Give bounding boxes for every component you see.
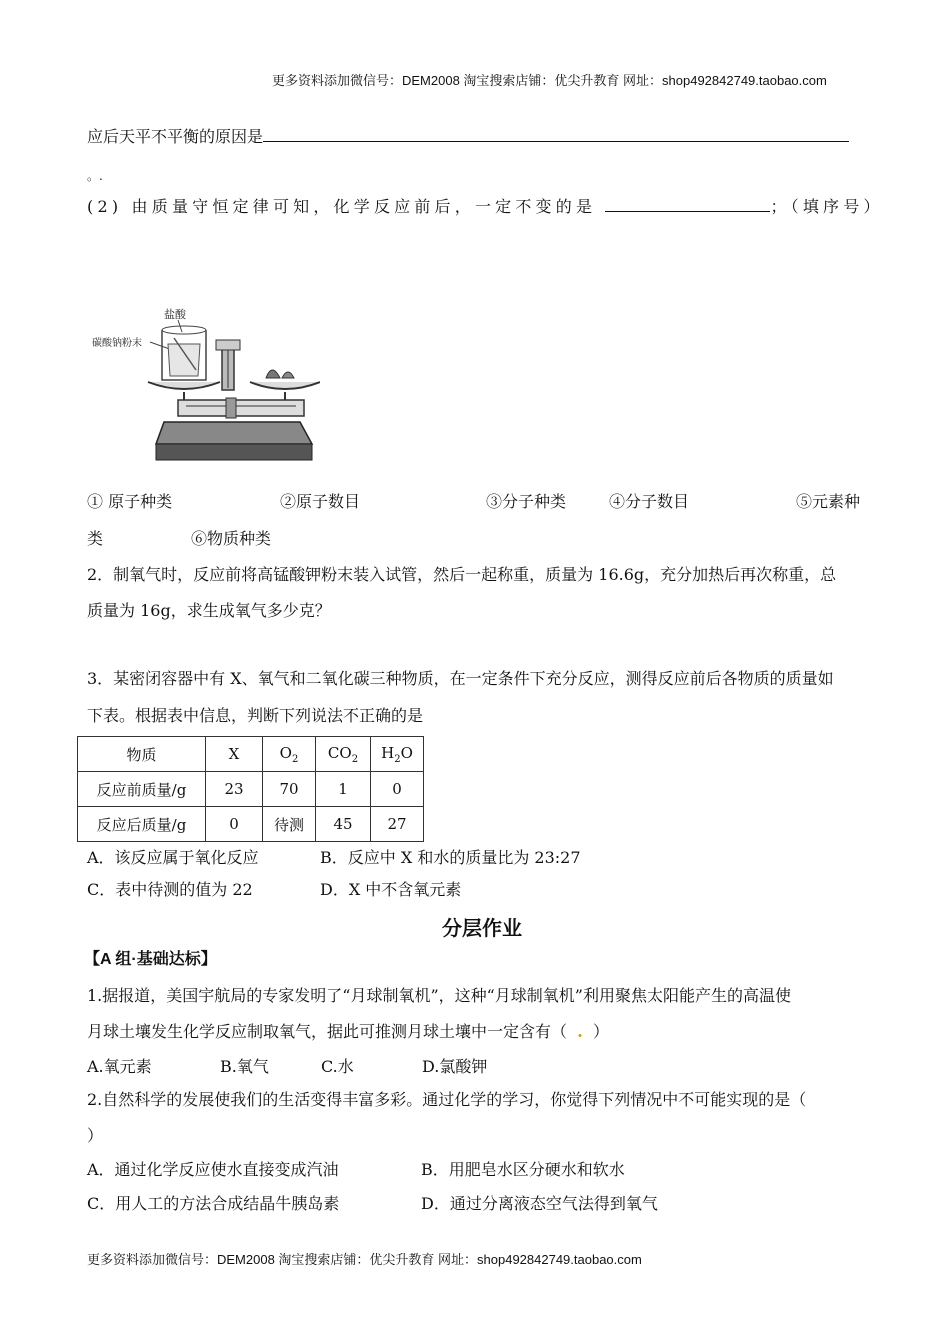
a1-choice-b: B.氧气	[220, 1057, 269, 1076]
a1-choice-c: C.水	[321, 1057, 354, 1076]
table-header-cell: X	[206, 737, 263, 772]
q3-choice-b: B．反应中 X 和水的质量比为 23:27	[320, 848, 581, 867]
answer-blank	[263, 127, 849, 142]
table-cell: 1	[316, 772, 371, 807]
option-5-cont: 类	[87, 529, 104, 548]
option-5: ⑤元素种	[796, 492, 861, 511]
q1-part2-text: (2) 由质量守恒定律可知，化学反应前后，一定不变的是	[87, 197, 597, 216]
a2-line2: ）	[87, 1126, 104, 1145]
option-6: ⑥物质种类	[191, 529, 272, 548]
section-title: 分层作业	[442, 918, 522, 940]
mass-table	[77, 736, 424, 842]
q2-line2: 质量为 16g，求生成氧气多少克？	[87, 601, 331, 620]
group-heading: 【A 组·基础达标】	[84, 951, 217, 968]
a2-choice-a: A．通过化学反应使水直接变成汽油	[87, 1160, 339, 1179]
table-header-cell: $CO_2$	[316, 737, 371, 772]
q3-choice-a: A．该反应属于氧化反应	[87, 848, 259, 867]
q1-part2-suffix: ；（填序号）	[770, 197, 884, 216]
q3-choice-c: C．表中待测的值为 22	[87, 880, 253, 899]
a2-line1: 2.自然科学的发展使我们的生活变得丰富多彩。通过化学的学习，你觉得下列情况中不可能实现的是（	[87, 1090, 807, 1109]
part2-blank	[605, 197, 770, 212]
table-cell: 待测	[263, 807, 316, 842]
end-mark: 。.	[87, 169, 103, 183]
q3-line2: 下表。根据表中信息，判断下列说法不正确的是	[87, 706, 424, 725]
table-cell: 反应后质量/g	[78, 807, 206, 842]
table-cell: 27	[371, 807, 424, 842]
q2-line1: 2．制氧气时，反应前将高锰酸钾粉末装入试管，然后一起称重，质量为 16.6g，充分加热后再次称重，总	[87, 565, 837, 584]
table-row	[78, 772, 424, 807]
page-header: 更多资料添加微信号：DEM2008 淘宝搜索店铺：优尖升教育 网址：shop492842749.taobao.com	[272, 73, 827, 88]
a1-line1: 1.据报道，美国宇航局的专家发明了“月球制氧机”，这种“月球制氧机”利用聚焦太阳能产生的高温使	[87, 986, 791, 1005]
table-header-cell: $H_2O$	[371, 737, 424, 772]
table-cell: 反应前质量/g	[78, 772, 206, 807]
option-1: ① 原子种类	[87, 492, 173, 511]
table-cell: 70	[263, 772, 316, 807]
balance-figure	[90, 300, 320, 470]
reason-prefix: 应后天平不平衡的原因是	[87, 127, 264, 146]
a2-choice-c: C．用人工的方法合成结晶牛胰岛素	[87, 1194, 340, 1213]
a2-choice-b: B．用肥皂水区分硬水和软水	[421, 1160, 625, 1179]
reason-line	[87, 127, 849, 147]
table-cell: 0	[206, 807, 263, 842]
table-row	[78, 807, 424, 842]
q3-line1: 3．某密闭容器中有 X、氧气和二氧化碳三种物质，在一定条件下充分反应，测得反应前后各物质的质量如	[87, 669, 834, 688]
option-4: ④分子数目	[609, 492, 690, 511]
a1-choice-a: A.氧元素	[87, 1057, 152, 1076]
figure-label-acid: 盐酸	[164, 308, 186, 321]
figure-label-powder: 碳酸钠粉末	[92, 338, 142, 349]
table-header-cell: 物质	[78, 737, 206, 772]
a1-line2: 月球土壤发生化学反应制取氧气，据此可推测月球土壤中一定含有（ . ）	[87, 1022, 609, 1041]
table-cell: 0	[371, 772, 424, 807]
option-3: ③分子种类	[486, 492, 567, 511]
a1-choice-d: D.氯酸钾	[422, 1057, 488, 1076]
page-footer: 更多资料添加微信号：DEM2008 淘宝搜索店铺：优尖升教育 网址：shop492842749.taobao.com	[87, 1252, 642, 1267]
q1-part2	[87, 197, 884, 217]
table-cell: 45	[316, 807, 371, 842]
a2-choice-d: D．通过分离液态空气法得到氧气	[421, 1194, 658, 1213]
q3-choice-d: D．X 中不含氧元素	[320, 880, 462, 899]
table-row	[78, 737, 424, 772]
option-2: ②原子数目	[280, 492, 361, 511]
table-header-cell: $O_2$	[263, 737, 316, 772]
table-cell: 23	[206, 772, 263, 807]
